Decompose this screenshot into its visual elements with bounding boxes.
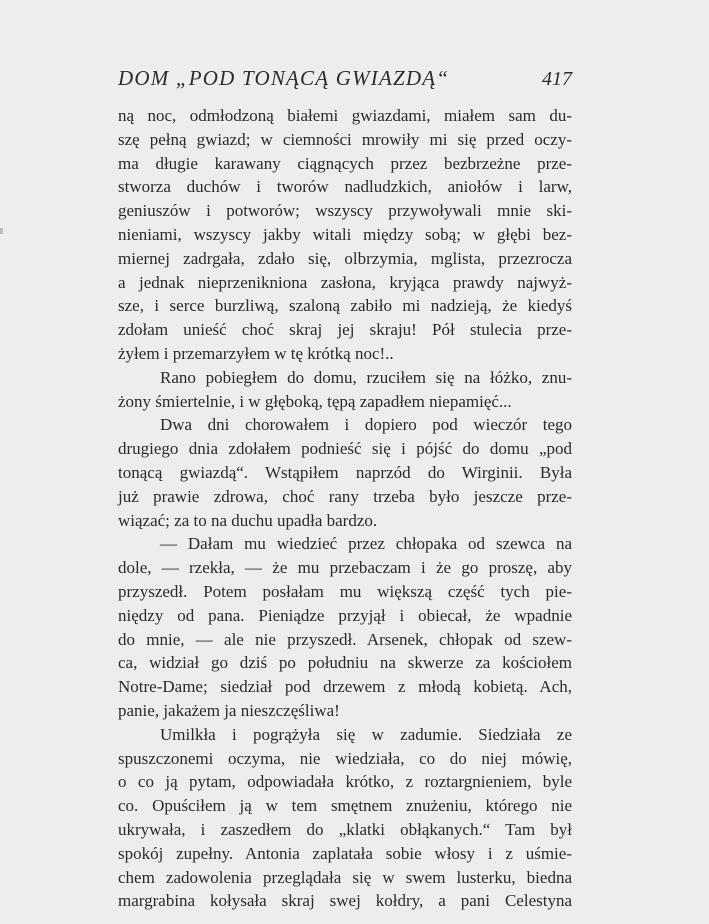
text-line: miernej zadrgała, zdało się, olbrzymia, mglista, przezrocza (118, 248, 572, 268)
text-line: a jednak nieprzenikniona zasłona, kryjąca prawdy najwyż- (118, 272, 572, 292)
text-line: Rano pobiegłem do domu, rzuciłem się na łóżko, znu- (160, 367, 572, 387)
text-line: niędzy od pana. Pieniądze przyjął i obiecał, że wpadnie (118, 605, 572, 625)
text-line: wiązać; za to na duchu upadła bardzo. (118, 510, 378, 530)
text-line: dole, — rzekła, — że mu przebaczam i że go proszę, aby (118, 558, 572, 578)
text-line: przyszedł. Potem posłałam mu większą część tych pie- (118, 581, 572, 601)
text-line: panie, jakażem ja nieszczęśliwa! (118, 700, 340, 720)
text-line: tonącą gwiazdą“. Wstąpiłem naprzód do Wirginii. Była (118, 462, 572, 482)
text-line: ma długie karawany ciągnących przez bezbrzeżne prze- (118, 153, 572, 173)
text-line: margrabina kołysała skraj swej kołdry, a pani Celestyna (118, 891, 572, 911)
body-text (118, 104, 572, 913)
text-line: co. Opuściłem ją w tem smętnem znużeniu, którego nie (118, 796, 572, 816)
text-line: spuszczonemi oczyma, nie wiedziała, co do niej mówię, (118, 748, 572, 768)
text-line: zdołam unieść choć skraj jej skraju! Pół stulecia prze- (118, 320, 572, 340)
text-line: ną noc, odmłodzoną białemi gwiazdami, miałem sam du- (118, 106, 572, 125)
text-line: szę pełną gwiazd; w ciemności mrowiły mi się przed oczy- (118, 129, 572, 149)
text-line: spokój zupełny. Antonia zaplatała sobie włosy i z uśmie- (118, 843, 572, 863)
text-line: żony śmiertelnie, i w głęboką, tępą zapadłem niepamięć... (118, 391, 512, 411)
text-line: do mnie, — ale nie przyszedł. Arsenek, chłopak od szew- (118, 629, 572, 649)
running-title: DOM „POD TONĄCĄ GWIAZDĄ“ (118, 66, 450, 90)
text-line: Umilkła i pogrążyła się w zadumie. Siedziała ze (160, 724, 572, 744)
text-line: Dwa dni chorowałem i dopiero pod wieczór tego (160, 415, 572, 435)
text-line: drugiego dnia zdołałem podnieść się i pójść do domu „pod (118, 439, 572, 459)
running-head (118, 66, 572, 96)
text-line: żyłem i przemarzyłem w tę krótką noc!.. (118, 343, 394, 363)
text-line: nieniami, wszyscy jakby witali między sobą; w głębi bez- (118, 224, 572, 244)
text-line: już prawie zdrowa, choć rany trzeba było jeszcze prze- (118, 486, 572, 506)
text-line: geniuszów i potworów; wszyscy przywoływali mnie ski- (118, 201, 572, 221)
text-line: chem zadowolenia przeglądała się w swem lusterku, biedna (118, 867, 572, 887)
text-line: sze, i serce burzliwą, szaloną zabiło mi nadzieją, że kiedyś (118, 296, 572, 316)
text-line: stworza duchów i tworów nadludzkich, aniołów i larw, (118, 177, 572, 197)
text-line: o co ją pytam, odpowiadała krótko, z roztargnieniem, byle (118, 772, 572, 792)
margin-mark (0, 228, 3, 234)
text-line: ca, widział go dziś po południu na skwerze za kościołem (118, 653, 572, 673)
text-line: — Dałam mu wiedzieć przez chłopaka od szewca na (160, 534, 572, 554)
page-number: 417 (542, 68, 572, 90)
text-line: Notre-Dame; siedział pod drzewem z młodą kobietą. Ach, (118, 677, 572, 697)
text-line: ukrywała, i zaszedłem do „klatki obłąkanych.“ Tam był (118, 819, 572, 839)
